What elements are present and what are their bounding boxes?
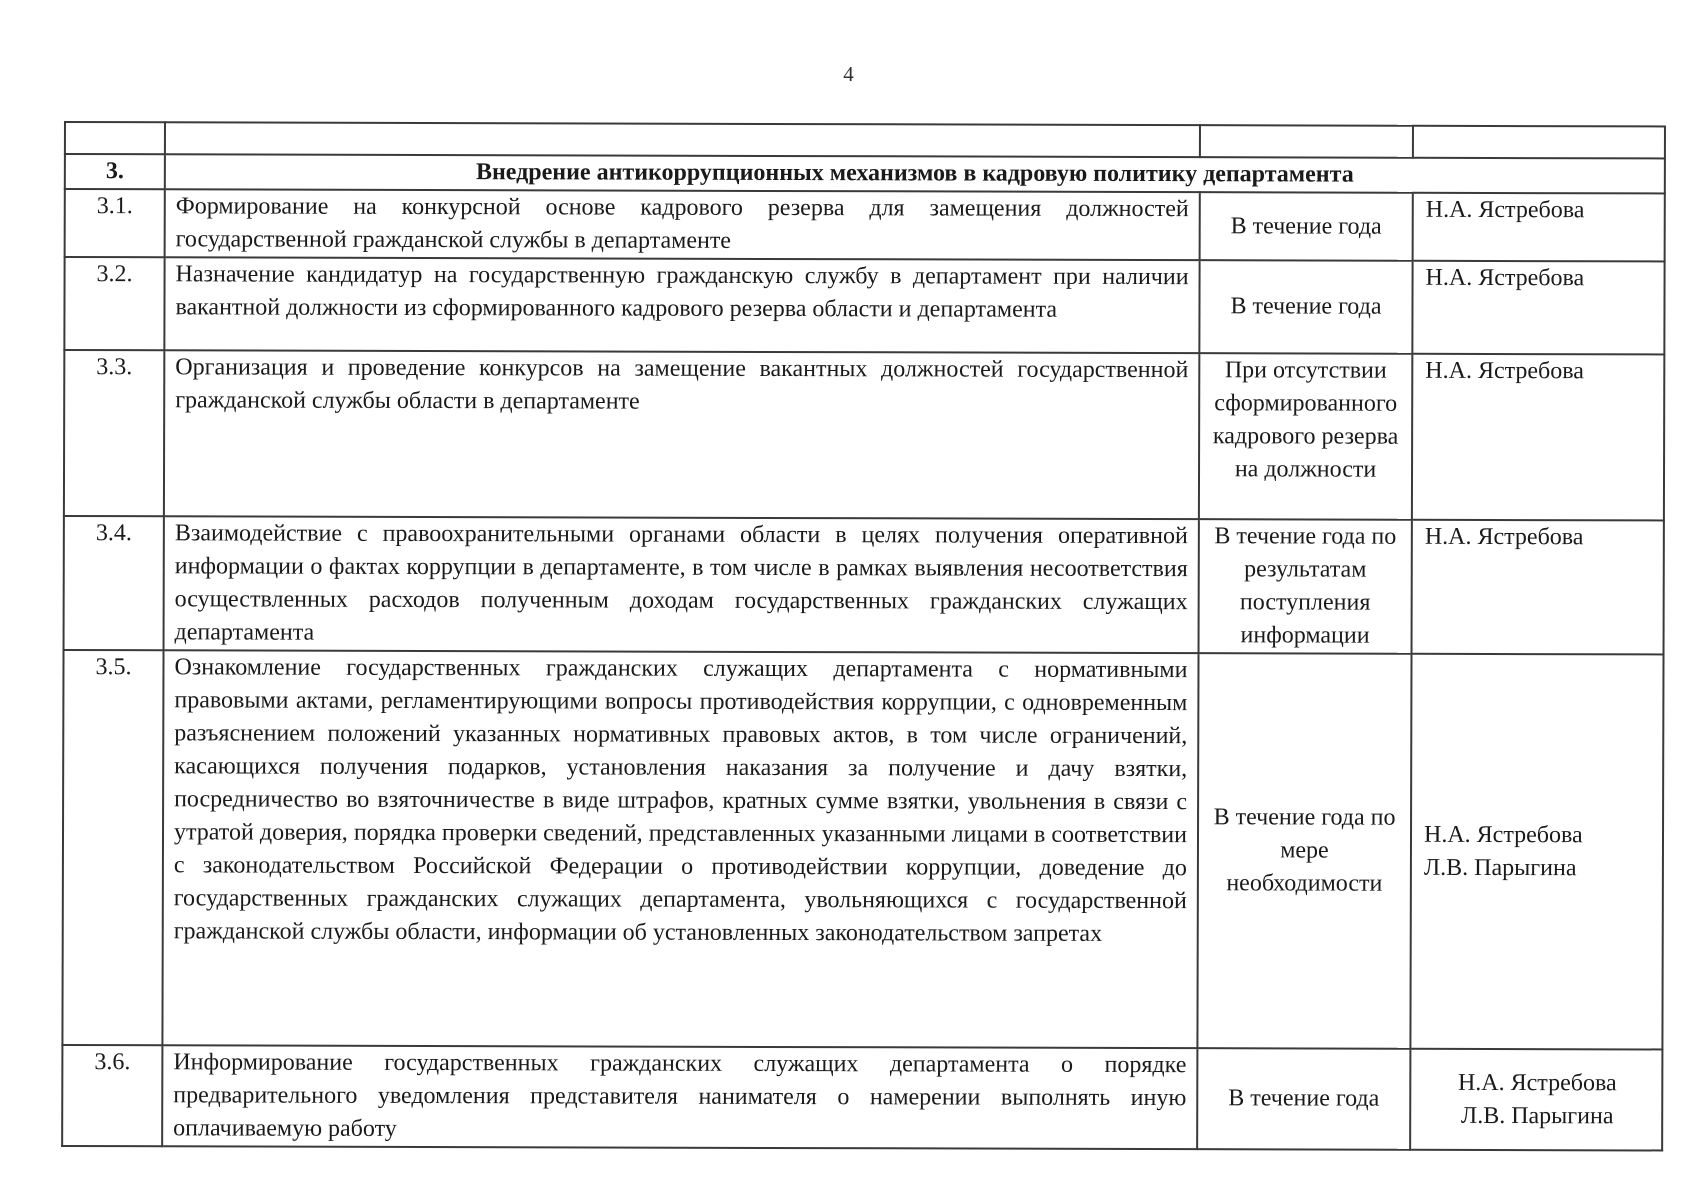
term-cell: В течение года по мере необходимости [1197,653,1411,1049]
empty-cell [1413,126,1665,159]
table-row [64,516,1664,654]
empty-cell [65,122,165,154]
responsible-cell [1412,261,1664,355]
responsible-cell [1410,654,1663,1050]
measures-table [61,121,1666,1151]
page-number: 4 [843,62,854,86]
term-cell: В течение года по результатам поступления информации [1199,519,1412,654]
table-row [65,189,1665,261]
responsible-cell [1412,354,1664,521]
measure-text: Взаимодействие с правоохранительными органами области в целях получения оперативной информации о фактах коррупции в департаменте, в том числе в рамках выявления несоответствия осуществленных расходов полученным доходам государственных гражданских служащих департамента [164,516,1199,653]
empty-cell [165,122,1200,157]
responsible-person: Л.В. Парыгина [1460,1102,1614,1129]
section-title: Внедрение антикоррупционных механизмов в кадровую политику департамента [165,154,1665,193]
row-number: 3.4. [64,516,164,650]
table-row [64,257,1664,354]
section-row [65,154,1665,193]
row-number: 3.6. [62,1045,162,1146]
table-row [64,350,1664,520]
term-cell: В течение года [1197,1048,1410,1150]
measure-text: Организация и проведение конкурсов на замещение вакантных должностей государственной гражданской службы области в департаменте [164,350,1199,519]
table-row [62,650,1663,1049]
table-row [62,1045,1662,1150]
responsible-cell [1413,193,1665,262]
table-header-row [65,122,1665,158]
measure-text: Формирование на конкурсной основе кадрового резерва для замещения должностей государственной гражданской службы в департаменте [165,189,1200,260]
term-cell: При отсутствии сформированного кадрового резерва на должности [1199,353,1412,520]
measure-text: Ознакомление государственных гражданских служащих департамента с нормативными правовыми актами, регламентирующими вопросы противодействия коррупции, с одновременным разъяснением положений указанных нормативных правовых актов, в том числе ограничений, касающихся получения подарков, установления наказания за получение и дачу взятки, посредничество во взяточничестве в виде штрафов, кратных сумме взятки, увольнения в связи с утратой доверия, порядка проверки сведений, представленных указанными лицами в соответствии с законодательством Российской Федерации о противодействии коррупции, доведение до государственных гражданских служащих департамента, увольняющихся с государственной гражданской службы области, информации об установленных законодательством запретах [162,650,1198,1048]
responsible-person: Н.А. Ястребова [1425,264,1585,292]
term-cell: В течение года [1200,192,1413,261]
row-number: 3.3. [64,350,164,516]
responsible-person: Н.А. Ястребова [1423,821,1583,848]
responsible-cell [1410,1049,1662,1151]
responsible-person: Н.А. Ястребова [1424,523,1584,551]
responsible-person: Н.А. Ястребова [1425,196,1585,224]
row-number: 3.1. [65,189,165,257]
row-number: 3.2. [64,257,164,350]
term-cell: В течение года [1199,260,1412,354]
responsible-person: Н.А. Ястребова [1425,357,1584,385]
section-number: 3. [65,154,165,189]
responsible-cell [1412,520,1664,655]
measure-text: Информирование государственных гражданских служащих департамента о порядке предварительного уведомления представителя нанимателя о намерении выполнять иную оплачиваемую работу [162,1045,1197,1149]
row-number: 3.5. [62,650,163,1045]
responsible-person: Н.А. Ястребова [1457,1069,1617,1096]
measure-text: Назначение кандидатур на государственную гражданскую службу в департамент при наличии вакантной должности из сформированного кадрового резерва области и департамента [164,257,1199,353]
empty-cell [1200,125,1413,158]
responsible-person: Л.В. Парыгина [1423,854,1577,881]
